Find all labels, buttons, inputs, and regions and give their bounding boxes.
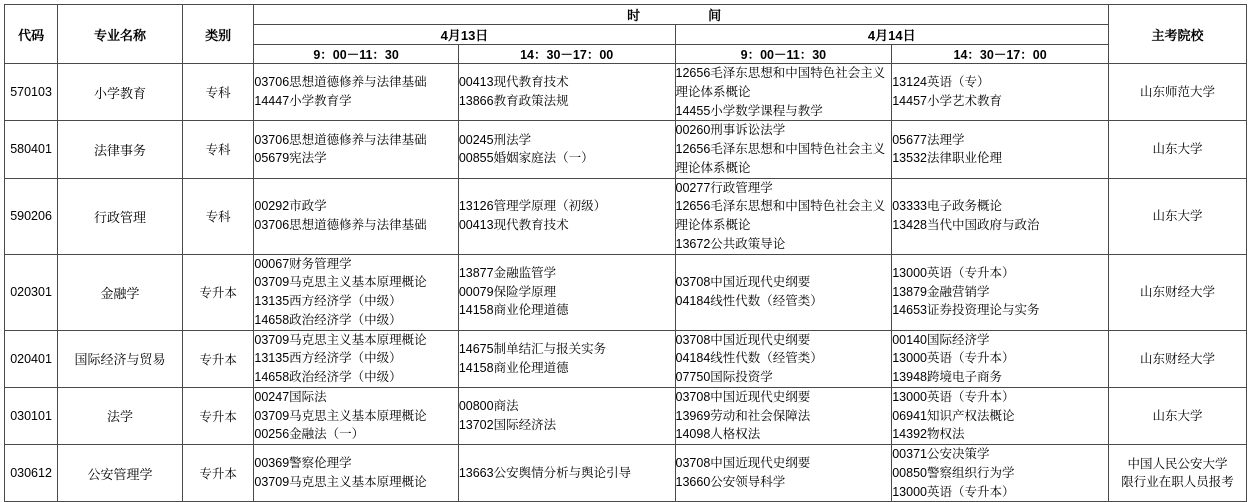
header-row-1 — [5, 5, 1247, 25]
exam-schedule-table — [4, 4, 1247, 502]
cell-code: 030101 — [5, 387, 58, 444]
cell-code: 570103 — [5, 64, 58, 121]
course-item: 13948跨境电子商务 — [892, 370, 1002, 384]
course-item: 06941知识产权法概论 — [892, 408, 1015, 423]
header-time: 时 间 — [254, 5, 1109, 25]
course-item: 00140国际经济学 — [892, 332, 990, 347]
course-item: 03708中国近现代史纲要 — [675, 332, 811, 347]
cell-courses-d1am — [254, 178, 458, 254]
cell-major: 法学 — [58, 387, 183, 444]
course-item: 00413现代教育技术 — [458, 75, 569, 90]
header-code: 代码 — [5, 5, 58, 64]
table-row — [5, 64, 1247, 121]
cell-type: 专科 — [182, 64, 254, 121]
course-item: 12656毛泽东思想和中国特色社会主义理论体系概论 — [675, 142, 886, 175]
cell-type: 专科 — [182, 121, 254, 178]
header-date-1: 4月13日 — [254, 25, 675, 45]
course-item: 14392物权法 — [892, 427, 965, 442]
cell-code: 020301 — [5, 254, 58, 330]
course-item: 14158商业伦理道德 — [458, 303, 569, 318]
table-row — [5, 330, 1247, 387]
course-item: 14658政治经济学（中级） — [254, 370, 402, 384]
cell-school: 山东大学 — [1108, 178, 1246, 254]
cell-courses-d2am — [675, 330, 892, 387]
course-item: 05679宪法学 — [254, 151, 327, 166]
course-item: 00277行政管理学 — [675, 180, 773, 195]
course-item: 13702国际经济法 — [458, 417, 557, 432]
cell-courses-d2pm — [892, 254, 1109, 330]
cell-courses-d1am — [254, 254, 458, 330]
cell-code: 030612 — [5, 445, 58, 502]
course-item: 00371公安决策学 — [892, 447, 990, 461]
cell-courses-d1am — [254, 64, 458, 121]
cell-courses-d2am — [675, 178, 892, 254]
cell-courses-d1pm — [458, 445, 675, 502]
cell-courses-d2pm — [892, 387, 1109, 444]
cell-courses-d2am — [675, 121, 892, 178]
course-item: 00800商法 — [458, 399, 519, 414]
course-item: 13969劳动和社会保障法 — [675, 408, 811, 423]
course-item: 14675制单结汇与报关实务 — [458, 341, 607, 356]
course-item: 00292市政学 — [254, 199, 327, 214]
course-item: 00245刑法学 — [458, 132, 532, 147]
course-item: 03706思想道德修养与法律基础 — [254, 75, 427, 90]
course-item: 13877金融监管学 — [458, 265, 557, 280]
table-row — [5, 254, 1247, 330]
cell-courses-d2am — [675, 64, 892, 121]
course-item: 13126管理学原理（初级） — [458, 199, 607, 214]
header-type: 类别 — [182, 5, 254, 64]
cell-courses-d1am — [254, 445, 458, 502]
cell-type: 专升本 — [182, 445, 254, 502]
course-item: 03708中国近现代史纲要 — [675, 456, 811, 471]
course-item: 03708中国近现代史纲要 — [675, 275, 811, 290]
cell-code: 590206 — [5, 178, 58, 254]
cell-school: 山东大学 — [1108, 387, 1246, 444]
course-item: 12656毛泽东思想和中国特色社会主义理论体系概论 — [675, 66, 886, 99]
course-item: 13000英语（专升本） — [892, 484, 1015, 499]
cell-type: 专升本 — [182, 330, 254, 387]
course-item: 00850警察组织行为学 — [892, 465, 1015, 480]
course-item: 13000英语（专升本） — [892, 389, 1015, 404]
course-item: 13672公共政策导论 — [675, 236, 786, 251]
cell-courses-d1pm — [458, 121, 675, 178]
cell-major: 小学教育 — [58, 64, 183, 121]
course-item: 13663公安舆情分析与舆论引导 — [458, 465, 632, 480]
cell-courses-d2am — [675, 387, 892, 444]
cell-courses-d2pm — [892, 445, 1109, 502]
cell-type: 专科 — [182, 178, 254, 254]
cell-type: 专升本 — [182, 254, 254, 330]
course-item: 00413现代教育技术 — [458, 218, 569, 232]
header-slot-4: 14：30－17：00 — [892, 45, 1109, 64]
course-item: 03333电子政务概论 — [892, 199, 1002, 214]
course-item: 13000英语（专升本） — [892, 265, 1015, 280]
course-item: 13135西方经济学（中级） — [254, 294, 402, 308]
course-item: 00369警察伦理学 — [254, 456, 352, 471]
course-item: 14455小学数学课程与教学 — [675, 103, 823, 118]
cell-courses-d1pm — [458, 387, 675, 444]
course-item: 00855婚姻家庭法（一） — [458, 151, 594, 166]
course-item: 00079保险学原理 — [458, 284, 557, 299]
cell-courses-d1am — [254, 121, 458, 178]
table-header — [5, 5, 1247, 64]
course-item: 13879金融营销学 — [892, 284, 990, 299]
course-item: 14447小学教育学 — [254, 94, 352, 109]
course-item: 03708中国近现代史纲要 — [675, 389, 811, 404]
exam-schedule-page — [0, 4, 1253, 499]
course-item: 13428当代中国政府与政治 — [892, 218, 1040, 232]
cell-major: 法律事务 — [58, 121, 183, 178]
course-item: 14653证券投资理论与实务 — [892, 303, 1040, 318]
table-body — [5, 64, 1247, 502]
header-slot-1: 9：00－11：30 — [254, 45, 458, 64]
header-school: 主考院校 — [1108, 5, 1246, 64]
cell-school: 山东师范大学 — [1108, 64, 1246, 121]
course-item: 14658政治经济学（中级） — [254, 312, 402, 327]
cell-major: 金融学 — [58, 254, 183, 330]
header-major: 专业名称 — [58, 5, 183, 64]
header-slot-3: 9：00－11：30 — [675, 45, 892, 64]
table-row — [5, 387, 1247, 444]
table-row — [5, 178, 1247, 254]
table-row — [5, 121, 1247, 178]
cell-courses-d1pm — [458, 330, 675, 387]
cell-major: 国际经济与贸易 — [58, 330, 183, 387]
course-item: 03709马克思主义基本原理概论 — [254, 408, 427, 423]
cell-courses-d1pm — [458, 254, 675, 330]
course-item: 03709马克思主义基本原理概论 — [254, 475, 427, 490]
table-row — [5, 445, 1247, 502]
cell-major: 行政管理 — [58, 178, 183, 254]
course-item: 13135西方经济学（中级） — [254, 351, 402, 366]
header-slot-2: 14：30－17：00 — [458, 45, 675, 64]
course-item: 05677法理学 — [892, 132, 965, 147]
cell-code: 020401 — [5, 330, 58, 387]
cell-courses-d2pm — [892, 330, 1109, 387]
course-item: 13000英语（专升本） — [892, 351, 1015, 366]
cell-school: 中国人民公安大学 限行业在职人员报考 — [1108, 445, 1246, 502]
header-date-2: 4月14日 — [675, 25, 1108, 45]
course-item: 04184线性代数（经管类） — [675, 294, 823, 308]
course-item: 13866教育政策法规 — [458, 94, 569, 109]
course-item: 14457小学艺术教育 — [892, 94, 1002, 109]
course-item: 04184线性代数（经管类） — [675, 351, 823, 366]
cell-courses-d2pm — [892, 64, 1109, 121]
cell-courses-d1pm — [458, 178, 675, 254]
course-item: 00247国际法 — [254, 389, 327, 404]
cell-courses-d1pm — [458, 64, 675, 121]
course-item: 03706思想道德修养与法律基础 — [254, 218, 427, 232]
course-item: 03709马克思主义基本原理概论 — [254, 275, 427, 290]
course-item: 13124英语（专） — [892, 75, 990, 90]
cell-courses-d1am — [254, 330, 458, 387]
course-item: 14158商业伦理道德 — [458, 360, 569, 375]
cell-school: 山东财经大学 — [1108, 254, 1246, 330]
cell-school: 山东大学 — [1108, 121, 1246, 178]
cell-major: 公安管理学 — [58, 445, 183, 502]
course-item: 13660公安领导科学 — [675, 475, 786, 490]
cell-courses-d2am — [675, 254, 892, 330]
course-item: 00260刑事诉讼法学 — [675, 123, 786, 138]
course-item: 07750国际投资学 — [675, 370, 773, 384]
course-item: 12656毛泽东思想和中国特色社会主义理论体系概论 — [675, 199, 886, 232]
cell-courses-d2pm — [892, 121, 1109, 178]
cell-courses-d2am — [675, 445, 892, 502]
course-item: 00256金融法（一） — [254, 427, 365, 442]
cell-courses-d1am — [254, 387, 458, 444]
cell-type: 专升本 — [182, 387, 254, 444]
course-item: 00067财务管理学 — [254, 256, 352, 271]
course-item: 13532法律职业伦理 — [892, 151, 1002, 166]
course-item: 14098人格权法 — [675, 427, 761, 442]
cell-courses-d2pm — [892, 178, 1109, 254]
cell-code: 580401 — [5, 121, 58, 178]
course-item: 03709马克思主义基本原理概论 — [254, 332, 427, 347]
cell-school: 山东财经大学 — [1108, 330, 1246, 387]
course-item: 03706思想道德修养与法律基础 — [254, 132, 427, 147]
